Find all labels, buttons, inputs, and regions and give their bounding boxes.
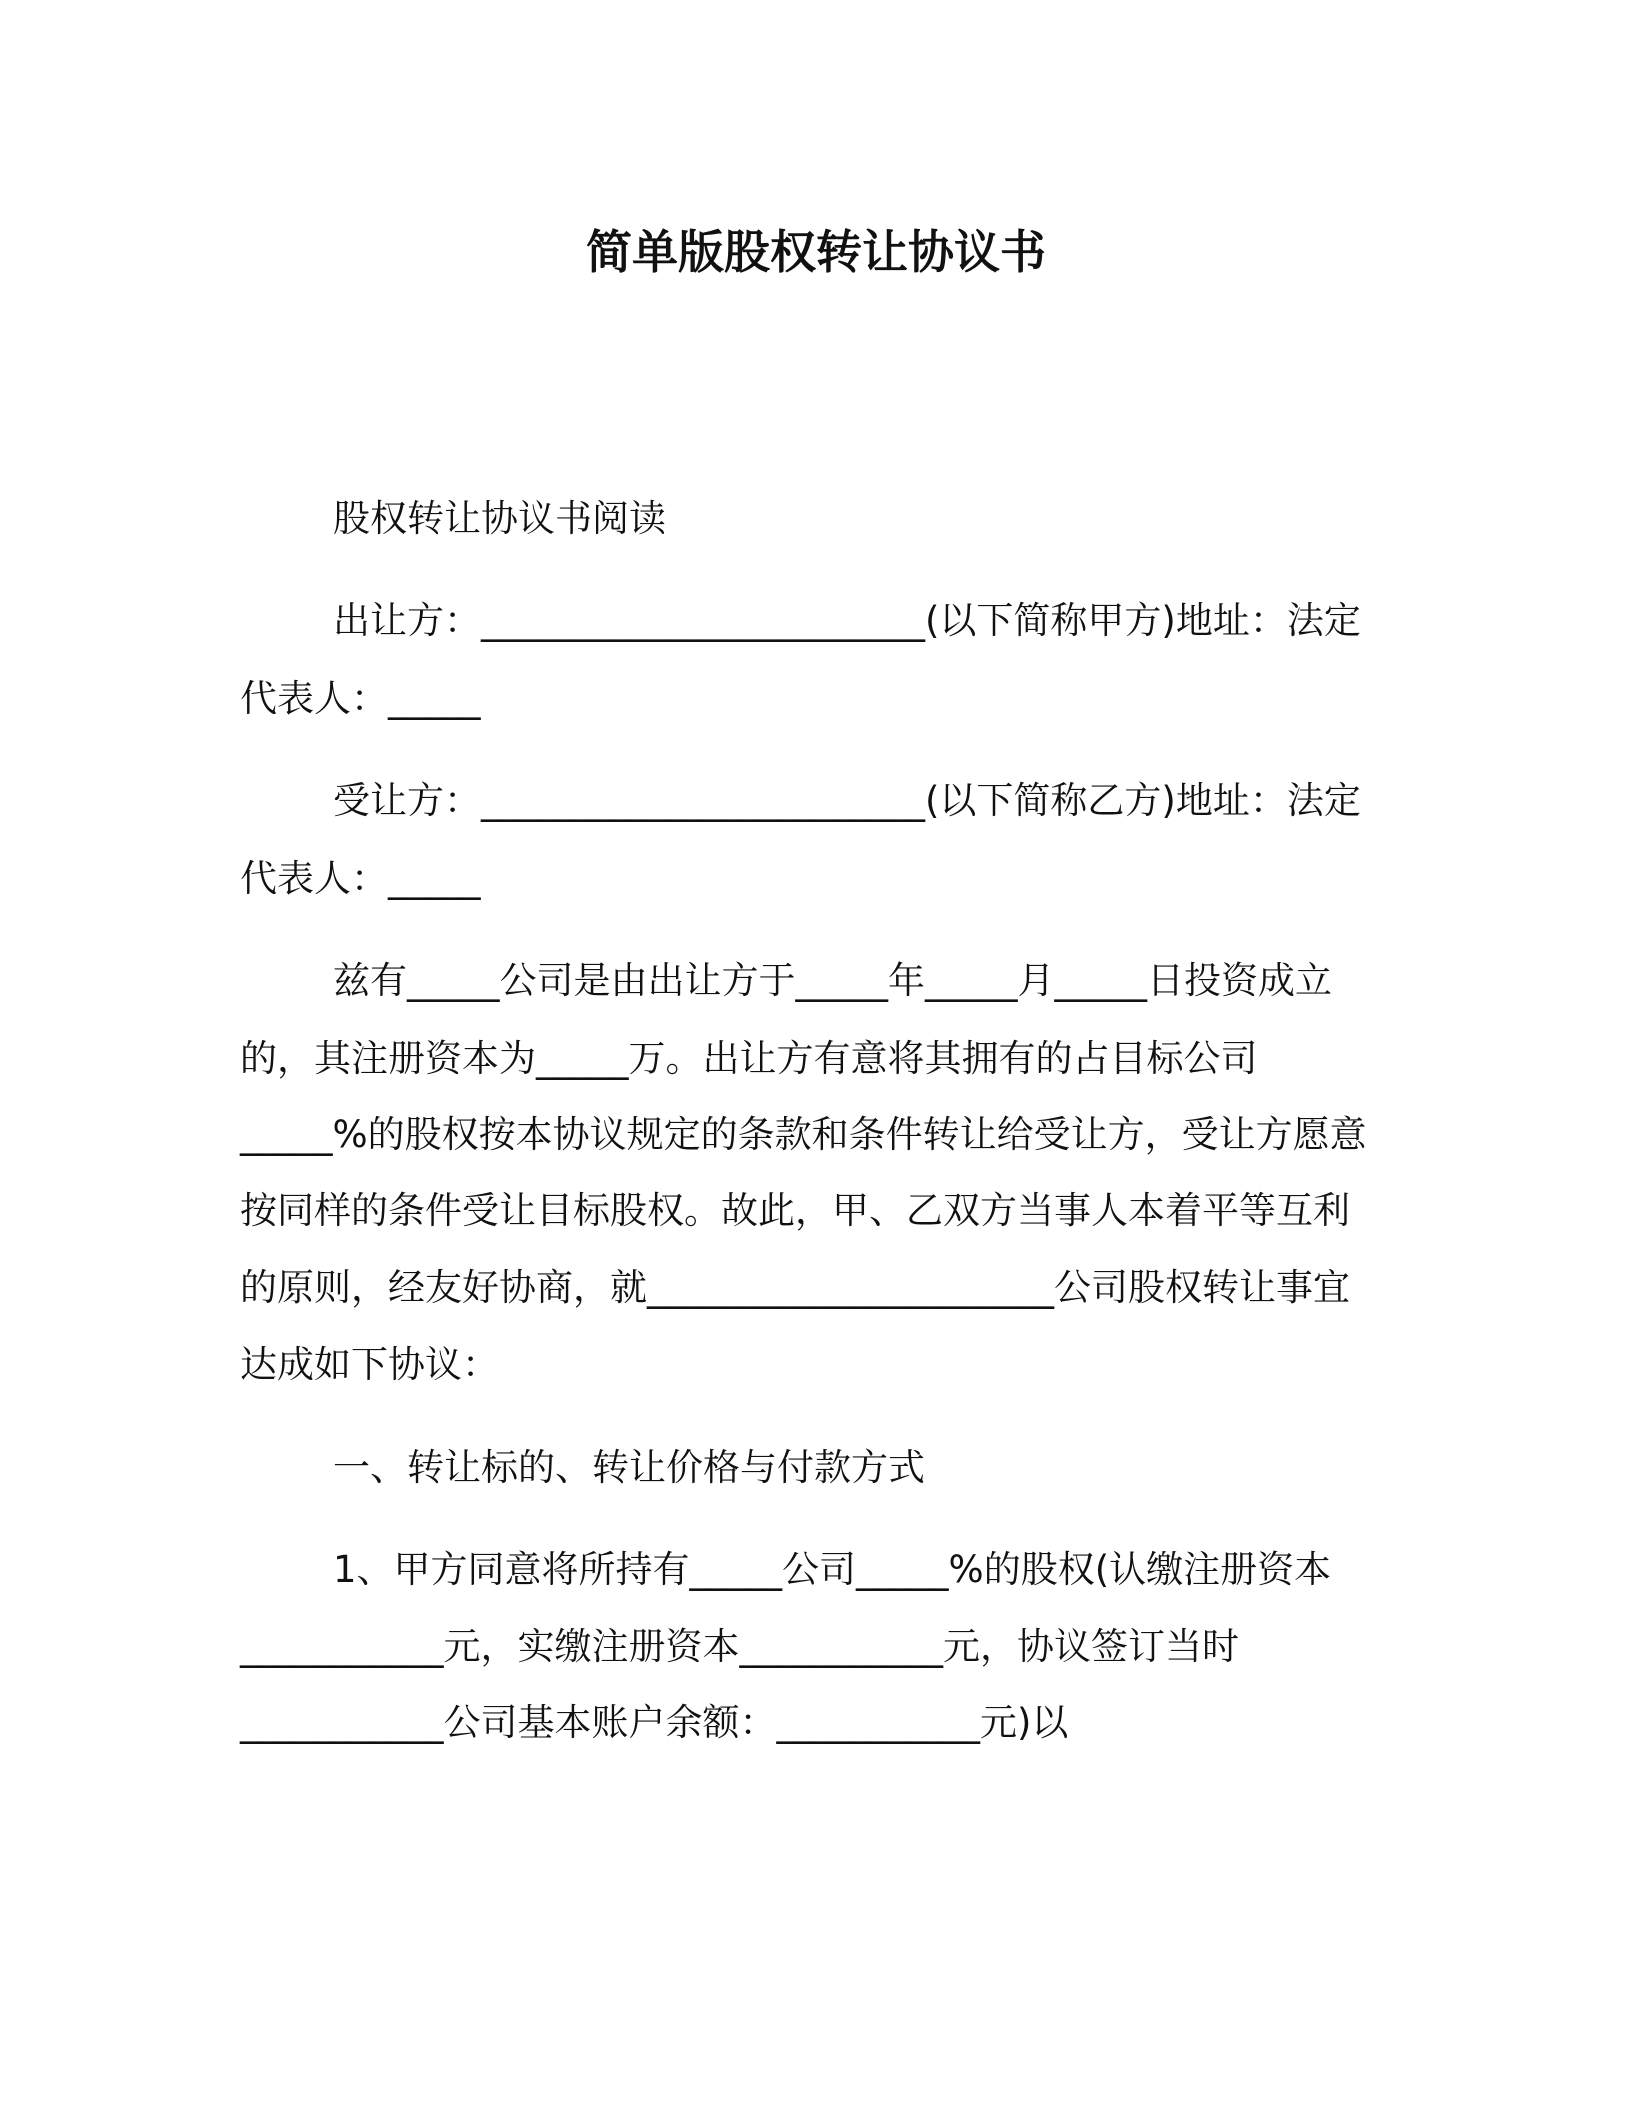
section-heading: 一、转让标的、转让价格与付款方式 <box>333 1446 925 1489</box>
paragraph-line: 按同样的条件受让目标股权。故此，甲、乙双方当事人本着平等互利 <box>240 1189 1350 1232</box>
clause-line: ___________元，实缴注册资本___________元，协议签订当时 <box>240 1625 1239 1668</box>
paragraph-line: 兹有_____公司是由出让方于_____年_____月_____日投资成立 <box>333 959 1332 1002</box>
paragraph-line: _____%的股权按本协议规定的条款和条件转让给受让方，受让方愿意 <box>240 1113 1367 1156</box>
paragraph-line: 达成如下协议： <box>240 1343 499 1386</box>
subtitle-line: 股权转让协议书阅读 <box>333 497 666 540</box>
clause-line: 1、甲方同意将所持有_____公司_____%的股权(认缴注册资本 <box>333 1548 1332 1591</box>
clause-line: ___________公司基本账户余额：___________元)以 <box>240 1701 1069 1744</box>
transferee-representative-line: 代表人：_____ <box>240 857 481 900</box>
transferor-representative-line: 代表人：_____ <box>240 677 481 720</box>
paragraph-line: 的原则，经友好协商，就______________________公司股权转让事宜 <box>240 1266 1350 1309</box>
document-title: 简单版股权转让协议书 <box>586 225 1046 279</box>
transferor-line: 出让方：________________________(以下简称甲方)地址：法定 <box>333 599 1361 642</box>
transferee-line: 受让方：________________________(以下简称乙方)地址：法定 <box>333 779 1361 822</box>
paragraph-line: 的，其注册资本为_____万。出让方有意将其拥有的占目标公司 <box>240 1037 1258 1080</box>
